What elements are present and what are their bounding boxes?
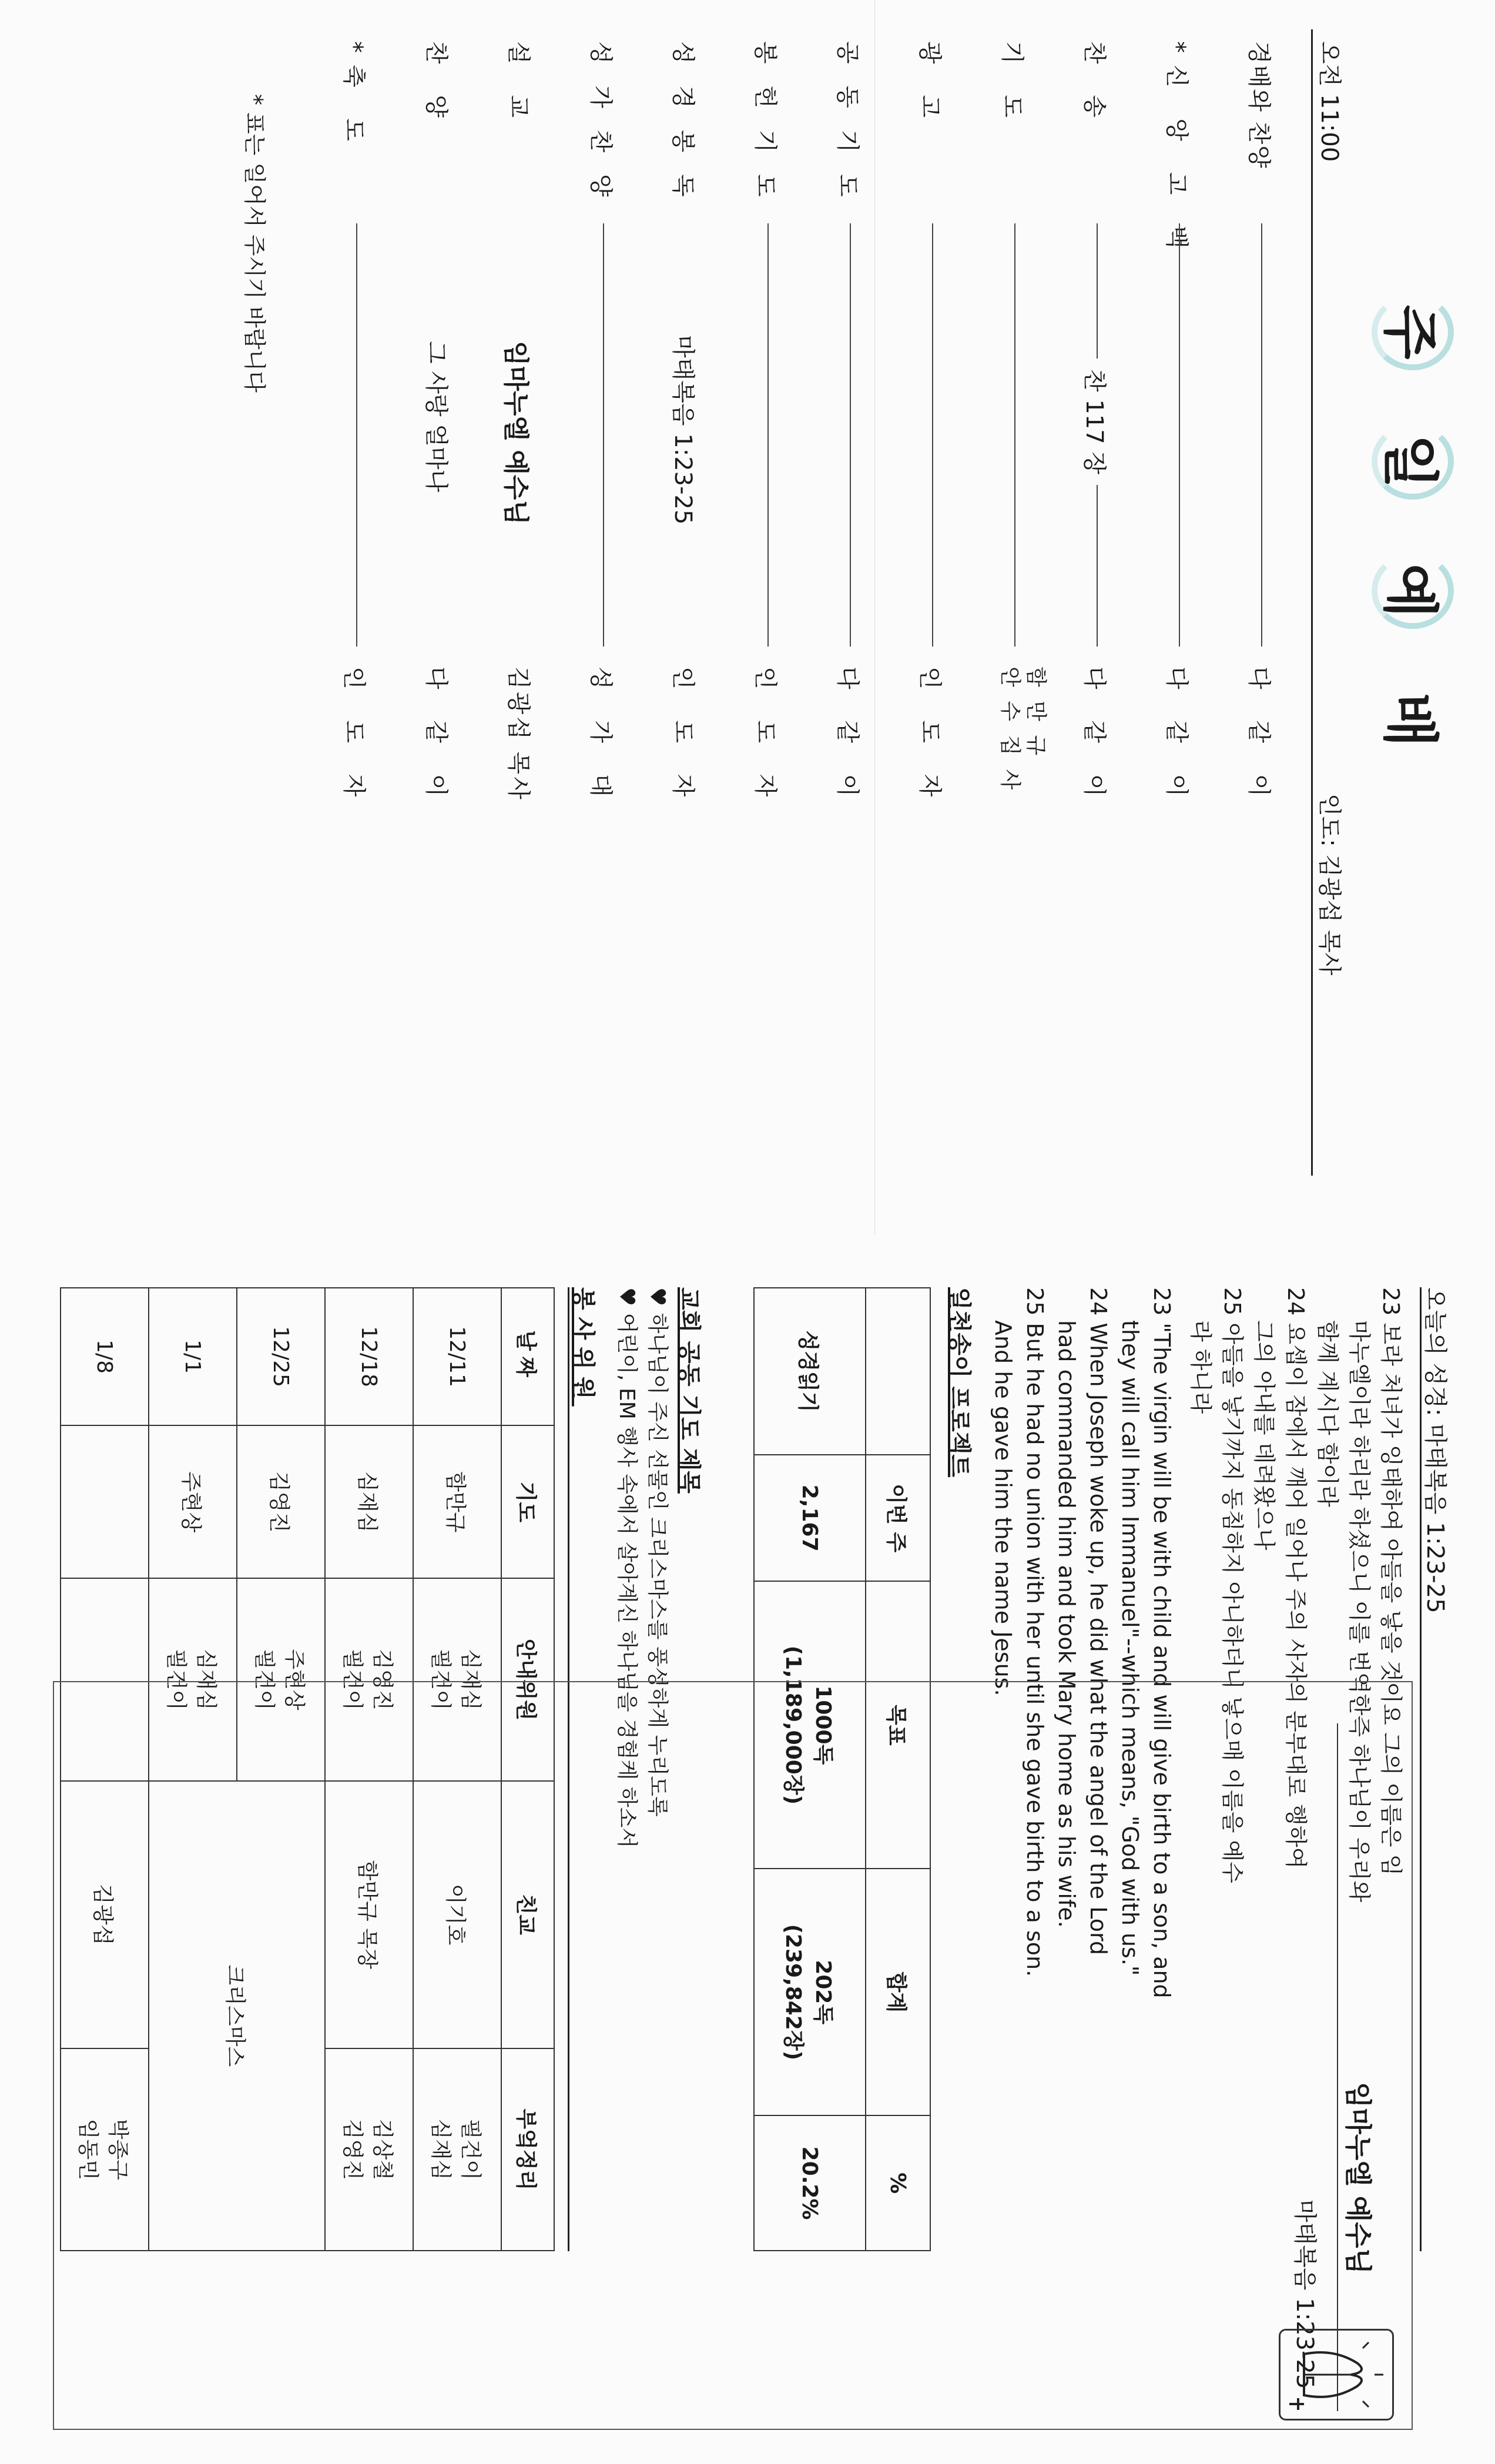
order-who: 다 같 이	[421, 658, 455, 808]
order-label: 경배와 찬양	[1245, 41, 1272, 169]
order-item-12	[320, 29, 373, 1146]
order-who: 다 같 이	[833, 658, 866, 808]
table-row: 1/8 김광섭 박종구 임동민	[61, 1288, 149, 2251]
korean-verse: 23 보라 처녀가 잉태하여 아들을 낳을 것이요 그의 이름은 임 마누엘이라 하리라 하셨으니 이를 번역한즉 하나님이 우리와 함께 계시다 함이라 24 요셉이 잠에서 깨어 일어나 주의 사자의 분부대로 행하여 그의 아내를 데려왔으나 25 아들을 낳기까지 동침하지 아니하더니 낳으매 이름을 예수 라 하니라	[1188, 1287, 1404, 1903]
order-who: 김광섭 목사	[504, 658, 537, 802]
volunteers-header-prayer: 기도	[501, 1425, 554, 1578]
volunteers-header-date: 날짜	[501, 1288, 554, 1425]
reading-week-value: 2,167	[754, 1455, 866, 1581]
order-label: 공 동 기 도	[834, 41, 861, 204]
title-char-3: 예	[1366, 553, 1454, 629]
service-leader: 인도: 김광섭 목사	[1316, 794, 1343, 976]
reading-header-total: 합계	[866, 1869, 930, 2115]
order-label: 성 경 봉 독	[669, 41, 696, 204]
order-who: 다 같 이	[1244, 658, 1278, 808]
title-char-2: 일	[1366, 423, 1454, 500]
order-item-11	[402, 29, 455, 1146]
prayer-item: ♥ 하나님이 주신 선물인 크리스마스를 풍성하게 누리도록	[645, 1287, 669, 1817]
order-item-8	[649, 29, 702, 1146]
order-who: 다 같 이	[1080, 658, 1113, 808]
order-item-4	[978, 29, 1048, 1146]
title-char-4: 배	[1377, 692, 1443, 748]
prayer-topics-heading: 교회 공동 기도 제목	[675, 1287, 702, 1494]
table-row: 12/25 김영진 주현상 필건이 크리스마스	[237, 1288, 325, 2251]
sermon-title: 임마누엘 예수님	[1342, 2082, 1374, 2275]
service-time: 오전 11:00	[1316, 41, 1343, 162]
reading-header-goal: 목표	[866, 1581, 930, 1869]
table-row: 12/11 함만규 심재심 필건이 이기호 필건이 심재심	[413, 1288, 501, 2251]
order-label: 찬 양	[423, 41, 450, 129]
order-item-2	[1142, 29, 1195, 1146]
order-who: 인 도 자	[915, 658, 948, 808]
reading-goal-value: 1000독 (1,189,000장)	[754, 1581, 866, 1869]
reading-header-week: 이번 주	[866, 1455, 930, 1581]
order-item-10	[484, 29, 537, 1146]
volunteers-header-kitchen: 부엌정리	[501, 2048, 554, 2251]
volunteers-header-fellowship: 친교	[501, 1781, 554, 2048]
order-item-5	[896, 29, 948, 1146]
prayer-item: ♥ 어린이, EM 행사 속에서 살아계신 하나님을 경험케 하소서	[615, 1287, 639, 1849]
order-label: 봉 헌 기 도	[752, 41, 779, 204]
order-detail: 그 사랑 얼마나	[421, 341, 455, 492]
order-label: 광 고	[916, 41, 943, 129]
standing-note: * 표는 일어서 주시기 바랍니다	[242, 94, 267, 393]
order-label: *신 앙 고 백	[1163, 41, 1190, 260]
order-label: 성 가 찬 양	[587, 41, 614, 204]
praying-hands-icon	[1279, 2329, 1394, 2421]
order-item-9	[567, 29, 619, 1146]
order-who: 함 만 규 안 수 집 사	[997, 658, 1048, 793]
scripture-rule	[1420, 1287, 1422, 2251]
fold-line	[874, 0, 875, 1234]
order-item-6	[813, 29, 866, 1146]
order-label: 찬 송	[1081, 41, 1108, 129]
sermon-title-rule	[1337, 1723, 1338, 2411]
reading-header-percent: %	[866, 2115, 930, 2251]
order-detail: 찬 117 장	[1080, 359, 1113, 485]
order-label: 기 도	[998, 41, 1025, 129]
order-item-3	[1060, 29, 1113, 1146]
volunteers-header-usher: 안내위원	[501, 1578, 554, 1780]
order-who: 다 같 이	[1162, 658, 1195, 808]
sermon-scripture: 마태복음 1:23-25	[1291, 2199, 1318, 2389]
order-who: 인 도 자	[668, 658, 702, 808]
reading-total-value: 202독 (239,842장)	[754, 1869, 866, 2115]
table-row: 1/1 주현상 심재심 필건이	[149, 1288, 237, 2251]
order-detail: 임마누엘 예수님	[500, 341, 537, 525]
order-item-1	[1225, 29, 1278, 1146]
volunteers-heading: 봉사위원	[569, 1287, 596, 1407]
reading-percent-value: 20.2%	[754, 2115, 866, 2251]
heart-icon: ♥	[615, 1287, 639, 1307]
reading-header-blank	[866, 1288, 930, 1455]
title-char-1: 주	[1366, 294, 1454, 370]
order-who: 인 도 자	[750, 658, 784, 808]
order-detail: 마태복음 1:23-25	[668, 335, 702, 524]
todays-scripture-heading: 오늘의 성경: 마태복음 1:23-25	[1422, 1287, 1449, 1613]
order-who: 성 가 대	[586, 658, 619, 808]
reading-row-label: 성경읽기	[754, 1288, 866, 1455]
order-label: 설 교	[505, 41, 532, 129]
order-label: *축 도	[340, 41, 367, 153]
bible-reading-project-heading: 일천송이 프로젝트	[946, 1287, 973, 1478]
heart-icon: ♥	[645, 1287, 669, 1307]
order-who: 인 도 자	[339, 658, 373, 808]
header-rule	[1311, 29, 1313, 1176]
table-row: 12/18 심재심 김영진 필건이 함만규 목장 김상철 김영진	[325, 1288, 413, 2251]
sermon-notes-box	[53, 1681, 1413, 2430]
order-item-7	[731, 29, 784, 1146]
english-verse: 23 "The virgin will be with child and will give birth to a son, and they will call him Immanuel"--which means, "God with us." 24 When Joseph woke up, he did what the angel of the Lord had commanded him and took Mary home as his wife. 25 But he had no union with her until she gave birth to a son. And he gave him the name Jesus.	[990, 1287, 1175, 1998]
